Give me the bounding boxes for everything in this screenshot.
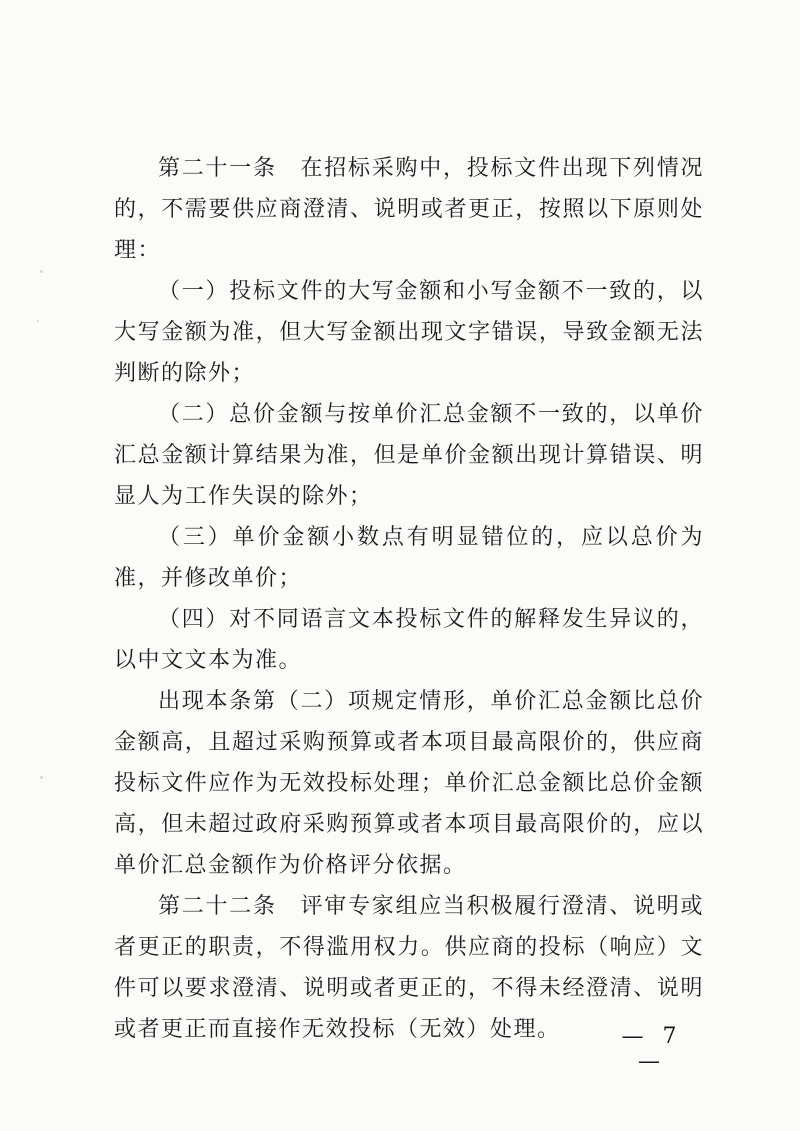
page-number: — 7 — xyxy=(621,1024,683,1074)
article-21-item-4: （四）对不同语言文本投标文件的解释发生异议的，以中文文本为准。 xyxy=(114,607,704,673)
article-21-item-1: （一）投标文件的大写金额和小写金额不一致的，以大写金额为准，但大写金额出现文字错误，导致金额无法判断的除外； xyxy=(114,279,704,386)
article-21-intro: 第二十一条 在招标采购中，投标文件出现下列情况的，不需要供应商澄清、说明或者更正，按照以下原则处理： xyxy=(114,156,704,263)
scan-speck xyxy=(40,270,43,273)
document-body xyxy=(114,148,704,1050)
scan-speck xyxy=(37,320,39,322)
article-21-item-2: （二）总价金额与按单价汇总金额不一致的，以单价汇总金额计算结果为准，但是单价金额出现计算错误、明显人为工作失误的除外； xyxy=(114,402,704,509)
scan-speck xyxy=(40,776,43,779)
article-21-supplement: 出现本条第（二）项规定情形，单价汇总金额比总价金额高，且超过采购预算或者本项目最高限价的，供应商投标文件应作为无效投标处理；单价汇总金额比总价金额高，但未超过政府采购预算或者本项目最高限价的，应以单价汇总金额作为价格评分依据。 xyxy=(114,689,704,878)
article-21-item-3: （三）单价金额小数点有明显错位的，应以总价为准，并修改单价； xyxy=(114,525,704,591)
article-22: 第二十二条 评审专家组应当积极履行澄清、说明或者更正的职责，不得滥用权力。供应商的投标（响应）文件可以要求澄清、说明或者更正的，不得未经澄清、说明或者更正而直接作无效投标（无效）处理。 xyxy=(114,894,704,1042)
